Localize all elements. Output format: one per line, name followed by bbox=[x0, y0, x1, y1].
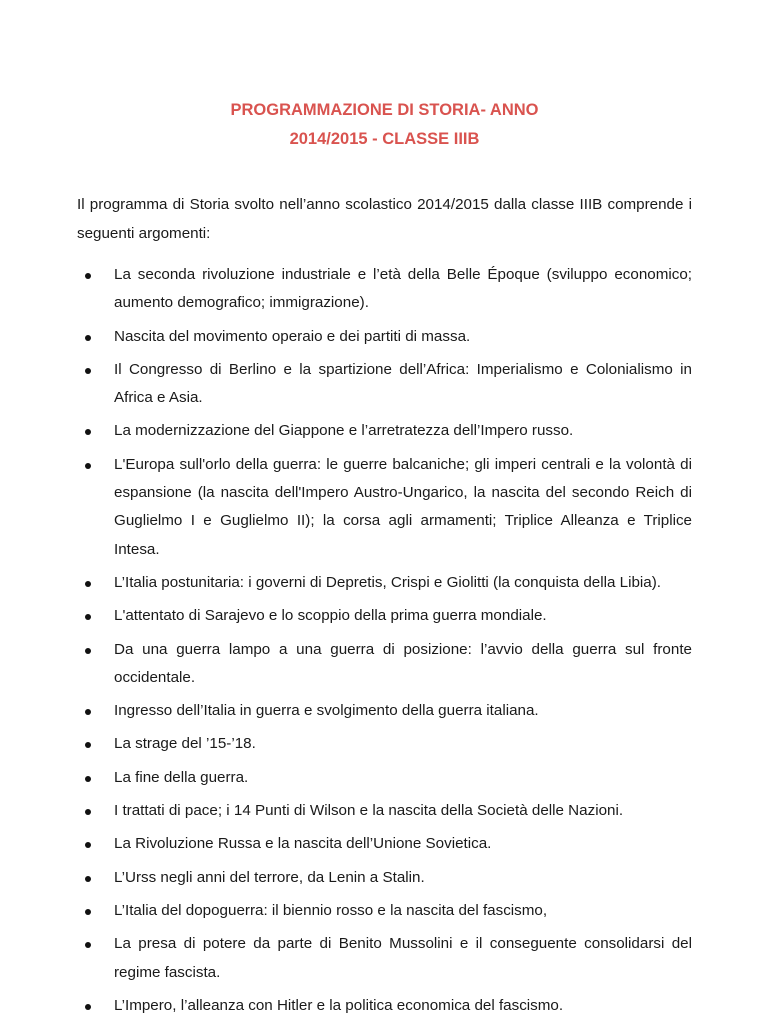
list-item-text: Da una guerra lampo a una guerra di posizione: l’avvio della guerra sul fronte occidentale. bbox=[114, 640, 692, 686]
list-item-text: Il Congresso di Berlino e la spartizione dell’Africa: Imperialismo e Colonialismo in Africa e Asia. bbox=[114, 360, 692, 407]
list-item bbox=[77, 417, 692, 445]
list-item-text: L'attentato di Sarajevo e lo scoppio della prima guerra mondiale. bbox=[114, 607, 547, 625]
bullet-icon bbox=[85, 614, 91, 620]
list-item-text: L’Italia postunitaria: i governi di Depretis, Crispi e Giolitti (la conquista della Libia). bbox=[114, 573, 662, 591]
list-item bbox=[77, 451, 692, 564]
bullet-icon bbox=[85, 909, 91, 915]
list-item-text: L’Impero, l’alleanza con Hitler e la politica economica del fascismo. bbox=[114, 996, 564, 1014]
bullet-icon bbox=[85, 581, 91, 587]
bullet-icon bbox=[85, 709, 91, 715]
bullet-icon bbox=[85, 1004, 91, 1010]
list-item bbox=[77, 797, 692, 825]
list-item-text: Nascita del movimento operaio e dei partiti di massa. bbox=[114, 327, 471, 345]
document-title bbox=[77, 96, 692, 154]
list-item-text: La strage del ’15-’18. bbox=[114, 735, 256, 753]
topics-list bbox=[77, 261, 692, 1020]
bullet-icon bbox=[85, 335, 91, 341]
list-item-text: La presa di potere da parte di Benito Mussolini e il conseguente consolidarsi del regime fascista. bbox=[114, 935, 692, 981]
bullet-icon bbox=[85, 842, 91, 848]
bullet-icon bbox=[85, 809, 91, 815]
list-item bbox=[77, 930, 692, 987]
list-item-text: L'Europa sull'orlo della guerra: le guerre balcaniche; gli imperi centrali e la volontà di espansione (la nascita dell'Impero Austro-Ungarico, la nascita del secondo Reich di Guglielmo I e Guglielmo II); la corsa agli armamenti; Triplice Alleanza e Triplice Intesa. bbox=[114, 455, 692, 558]
list-item-text: La seconda rivoluzione industriale e l’età della Belle Époque (sviluppo economico; aumento demografico; immigrazione). bbox=[114, 266, 692, 312]
bullet-icon bbox=[85, 429, 91, 435]
bullet-icon bbox=[85, 876, 91, 882]
bullet-icon bbox=[85, 742, 91, 748]
bullet-icon bbox=[85, 942, 91, 948]
list-item bbox=[77, 261, 692, 318]
list-item bbox=[77, 830, 692, 858]
list-item-text: Ingresso dell’Italia in guerra e svolgimento della guerra italiana. bbox=[114, 702, 539, 720]
list-item-text: La Rivoluzione Russa e la nascita dell’Unione Sovietica. bbox=[114, 835, 492, 853]
list-item bbox=[77, 356, 692, 413]
bullet-icon bbox=[85, 368, 91, 374]
list-item-text: L’Italia del dopoguerra: il biennio rosso e la nascita del fascismo, bbox=[114, 901, 548, 919]
list-item bbox=[77, 897, 692, 925]
bullet-icon bbox=[85, 273, 91, 279]
list-item bbox=[77, 764, 692, 792]
title-line-1: PROGRAMMAZIONE DI STORIA- ANNO bbox=[230, 101, 539, 119]
list-item bbox=[77, 992, 692, 1020]
list-item bbox=[77, 602, 692, 630]
bullet-icon bbox=[85, 776, 91, 782]
list-item-text: L’Urss negli anni del terrore, da Lenin a Stalin. bbox=[114, 868, 425, 886]
list-item bbox=[77, 864, 692, 892]
list-item bbox=[77, 697, 692, 725]
intro-paragraph: Il programma di Storia svolto nell’anno scolastico 2014/2015 dalla classe IIIB comprende i seguenti argomenti: bbox=[77, 196, 692, 242]
title-line-2: 2014/2015 - CLASSE IIIB bbox=[289, 130, 480, 148]
list-item-text: I trattati di pace; i 14 Punti di Wilson e la nascita della Società delle Nazioni. bbox=[114, 802, 624, 820]
list-item bbox=[77, 730, 692, 758]
list-item bbox=[77, 323, 692, 351]
bullet-icon bbox=[85, 648, 91, 654]
list-item-text: La fine della guerra. bbox=[114, 768, 249, 786]
bullet-icon bbox=[85, 463, 91, 469]
list-item-text: La modernizzazione del Giappone e l’arretratezza dell’Impero russo. bbox=[114, 422, 574, 440]
list-item bbox=[77, 569, 692, 597]
list-item bbox=[77, 636, 692, 693]
